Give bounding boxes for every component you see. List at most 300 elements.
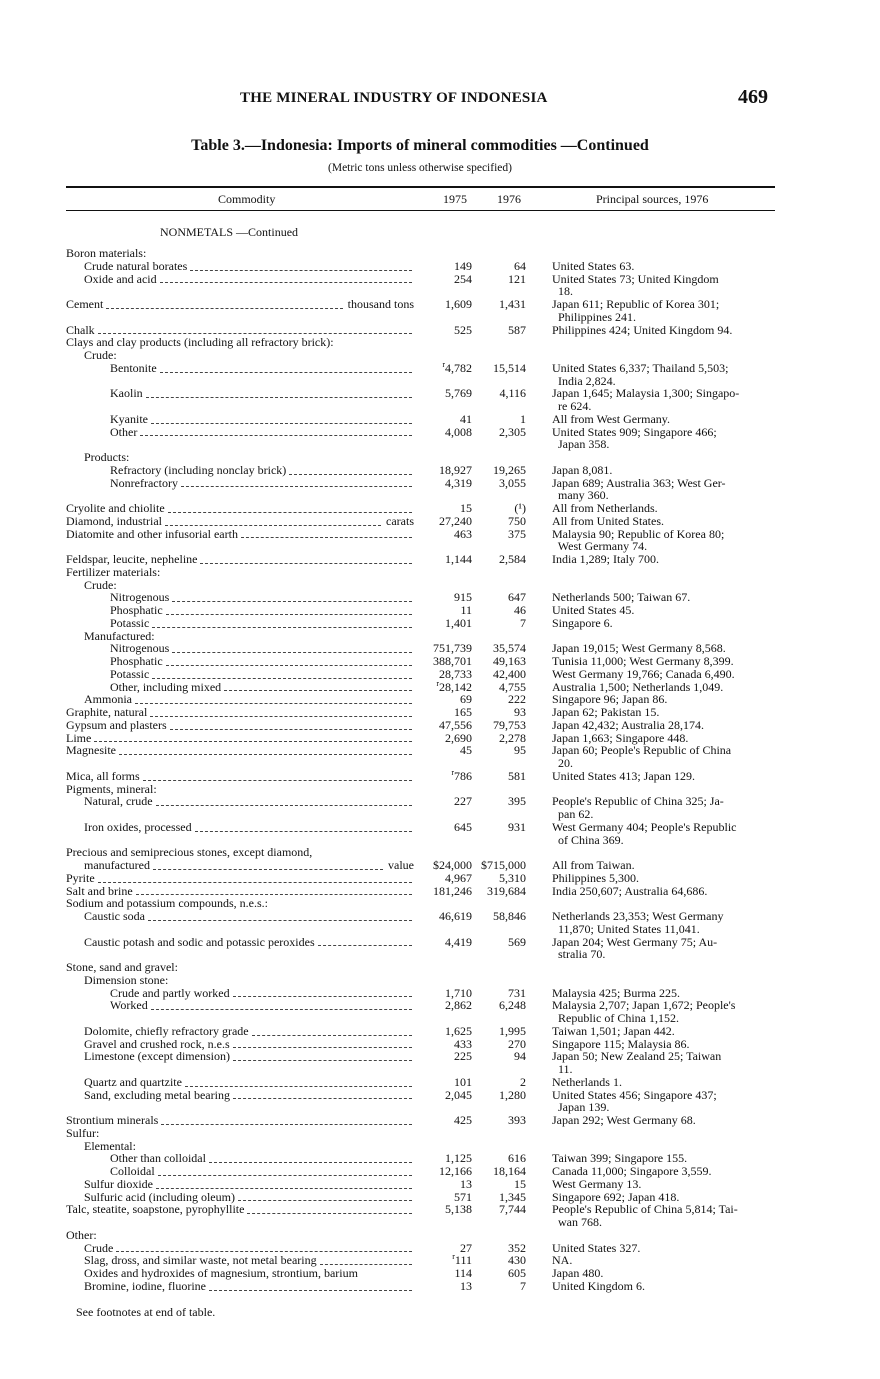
principal-sources: Japan 1,663; Singapore 448. — [552, 730, 689, 745]
table-row — [0, 974, 880, 987]
dot-leader — [161, 1116, 412, 1125]
value-1975-text: 1,710 — [445, 985, 472, 1000]
column-header-sources: Principal sources, 1976 — [596, 192, 709, 206]
principal-sources: 20. — [552, 756, 573, 770]
value-1975 — [406, 1114, 472, 1127]
unit-label: thousand tons — [347, 297, 414, 311]
principal-sources: Netherlands 1. — [552, 1074, 622, 1089]
value-1976: 375 — [508, 526, 526, 541]
principal-sources: West Germany 13. — [552, 1176, 642, 1191]
value-1975-text: 5,769 — [445, 386, 472, 401]
table-row — [0, 1076, 880, 1089]
principal-sources: Singapore 96; Japan 86. — [552, 692, 668, 707]
commodity-label — [84, 1267, 358, 1280]
table-row — [0, 1127, 880, 1140]
value-1975 — [406, 1280, 472, 1293]
commodity-text: Nitrogenous — [110, 590, 170, 605]
principal-sources: Singapore 115; Malaysia 86. — [552, 1036, 690, 1051]
value-1975 — [406, 387, 472, 400]
dot-leader — [185, 1078, 412, 1087]
principal-sources: India 250,607; Australia 64,686. — [552, 883, 708, 898]
value-1975 — [406, 477, 472, 490]
value-1975-text: 28,142 — [439, 679, 472, 694]
commodity-text: Manufactured: — [84, 628, 155, 643]
commodity-text: Strontium minerals — [66, 1113, 159, 1127]
commodity-label — [66, 770, 414, 783]
commodity-label — [110, 426, 414, 439]
value-1975-text: 388,701 — [433, 654, 472, 668]
value-1976: 121 — [508, 271, 526, 286]
dot-leader — [136, 886, 412, 895]
principal-sources: United Kingdom 6. — [552, 1278, 645, 1293]
dot-leader — [152, 619, 412, 628]
value-1976: 15 — [514, 1176, 526, 1191]
value-1975-text: 69 — [460, 692, 472, 707]
principal-sources: India 2,824. — [552, 373, 616, 388]
commodity-text: Mica, all forms — [66, 768, 140, 783]
table-row — [0, 757, 880, 770]
principal-sources: Japan 480. — [552, 1266, 604, 1280]
table-row — [0, 795, 880, 808]
commodity-text: Crude: — [84, 577, 117, 592]
principal-sources: Japan 8,081. — [552, 462, 613, 477]
commodity-label — [66, 528, 414, 541]
principal-sources: Japan 19,015; West Germany 8,568. — [552, 641, 726, 656]
commodity-text: Crude natural borates — [84, 258, 188, 273]
table-row — [0, 1025, 880, 1038]
commodity-label — [84, 1076, 414, 1089]
value-1975 — [406, 795, 472, 808]
value-1975-text: 1,144 — [445, 552, 472, 566]
dot-leader — [98, 874, 412, 883]
commodity-label — [84, 936, 414, 949]
principal-sources: Republic of China 1,152. — [552, 1011, 679, 1025]
principal-sources: West Germany 74. — [552, 539, 648, 554]
value-1975-text: 433 — [454, 1036, 472, 1051]
principal-sources: Japan 62; Pakistan 15. — [552, 705, 660, 719]
commodity-text: Stone, sand and gravel: — [66, 960, 178, 974]
value-1975-text: 27,240 — [439, 513, 472, 528]
unit-label: carats — [386, 513, 414, 528]
principal-sources: Malaysia 2,707; Japan 1,672; People's — [552, 998, 736, 1013]
principal-sources: United States 909; Singapore 466; — [552, 424, 717, 439]
table-row — [0, 260, 880, 273]
value-1976: 93 — [514, 705, 526, 719]
value-1976: 2,305 — [499, 424, 526, 439]
commodity-text: Diatomite and other infusorial earth — [66, 526, 238, 541]
principal-sources: All from United States. — [552, 513, 664, 528]
commodity-label — [110, 681, 414, 694]
principal-sources: Philippines 5,300. — [552, 870, 640, 885]
dot-leader — [119, 746, 412, 755]
value-1975-text: 11 — [460, 603, 472, 617]
principal-sources: Japan 60; People's Republic of China — [552, 743, 732, 758]
value-1975-text: 225 — [454, 1049, 472, 1064]
value-1975-text: 463 — [454, 526, 472, 541]
commodity-label — [66, 502, 414, 515]
commodity-text: Sulfur: — [66, 1125, 100, 1140]
column-header-1976: 1976 — [497, 192, 521, 206]
dot-leader — [146, 389, 412, 398]
commodity-label — [84, 1089, 414, 1102]
principal-sources: People's Republic of China 325; Ja- — [552, 794, 724, 809]
principal-sources: stralia 70. — [552, 947, 606, 962]
commodity-text: Caustic soda — [84, 909, 145, 923]
commodity-label — [66, 744, 414, 757]
column-header-commodity: Commodity — [218, 192, 276, 206]
principal-sources: Japan 1,645; Malaysia 1,300; Singapo- — [552, 386, 740, 401]
table-row — [0, 1165, 880, 1178]
value-1976: 616 — [508, 1151, 526, 1166]
value-1975-text: 425 — [454, 1113, 472, 1127]
principal-sources: Tunisia 11,000; West Germany 8,399. — [552, 654, 734, 668]
table-row — [0, 719, 880, 732]
commodity-text: Crude and partly worked — [110, 985, 230, 1000]
table-row — [0, 1050, 880, 1063]
dot-leader — [166, 606, 412, 615]
table-row — [0, 400, 880, 413]
commodity-text: Nitrogenous — [110, 641, 170, 656]
value-1975-text: 181,246 — [433, 883, 472, 898]
page-number: 469 — [738, 86, 768, 108]
dot-leader — [152, 670, 412, 679]
commodity-text: Oxide and acid — [84, 271, 157, 286]
dot-leader — [150, 708, 412, 717]
value-1976: 6,248 — [499, 998, 526, 1013]
principal-sources: United States 73; United Kingdom — [552, 271, 719, 286]
commodity-label — [84, 1178, 414, 1191]
table-row — [0, 528, 880, 541]
commodity-label — [84, 260, 414, 273]
value-1976: 42,400 — [493, 666, 526, 681]
value-1975-text: 4,319 — [445, 475, 472, 490]
dot-leader — [172, 593, 412, 602]
table-row — [0, 1203, 880, 1216]
commodity-text: Potassic — [110, 666, 150, 681]
value-1975 — [406, 936, 472, 949]
value-1976: 95 — [514, 743, 526, 758]
dot-leader — [160, 364, 412, 373]
commodity-label — [84, 910, 414, 923]
commodity-label — [110, 999, 414, 1012]
value-1976: 731 — [508, 985, 526, 1000]
table-row — [0, 336, 880, 349]
commodity-label — [110, 1165, 414, 1178]
commodity-label — [66, 515, 414, 528]
table-row — [0, 617, 880, 630]
table-row — [0, 298, 880, 311]
table-row — [0, 1114, 880, 1127]
section-heading: NONMETALS —Continued — [160, 225, 299, 239]
value-1975-text: 15 — [460, 501, 472, 515]
principal-sources: Japan 50; New Zealand 25; Taiwan — [552, 1049, 722, 1064]
commodity-text: Nonrefractory — [110, 475, 178, 490]
value-1976: 569 — [508, 934, 526, 949]
table-row — [0, 1280, 880, 1293]
table-row — [0, 767, 880, 783]
dot-leader — [233, 988, 412, 997]
commodity-label — [84, 821, 414, 834]
table-row — [0, 999, 880, 1012]
value-1975 — [406, 885, 472, 898]
principal-sources: Philippines 424; United Kingdom 94. — [552, 322, 733, 337]
commodity-text: Gravel and crushed rock, n.e.s — [84, 1036, 230, 1051]
table-row — [0, 936, 880, 949]
value-1976: 1,280 — [499, 1087, 526, 1102]
value-1975-text: 1,625 — [445, 1023, 472, 1038]
value-1976: 58,846 — [493, 909, 526, 923]
principal-sources: many 360. — [552, 488, 609, 503]
value-1976: 1 — [520, 411, 526, 426]
commodity-text: Colloidal — [110, 1164, 155, 1178]
value-1975-text: 751,739 — [433, 641, 472, 656]
table-row — [0, 285, 880, 298]
principal-sources: People's Republic of China 5,814; Tai- — [552, 1202, 738, 1217]
principal-sources: Netherlands 500; Taiwan 67. — [552, 590, 691, 605]
principal-sources: 11. — [552, 1062, 573, 1076]
commodity-text: Sulfur dioxide — [84, 1176, 153, 1191]
principal-sources: Japan 358. — [552, 437, 610, 452]
value-1975-text: 114 — [454, 1266, 472, 1280]
dot-leader — [172, 644, 412, 653]
dot-leader — [165, 517, 381, 526]
principal-sources: of China 369. — [552, 832, 624, 847]
value-1975-text: 1,609 — [445, 297, 472, 311]
commodity-text: Dolomite, chiefly refractory grade — [84, 1023, 249, 1038]
principal-sources: wan 768. — [552, 1215, 602, 1229]
dot-leader — [233, 1090, 412, 1099]
value-1976: 1,995 — [499, 1023, 526, 1038]
commodity-text: Dimension stone: — [84, 972, 169, 987]
value-1976: 605 — [508, 1266, 526, 1280]
commodity-text: Other, including mixed — [110, 679, 222, 694]
commodity-text: Quartz and quartzite — [84, 1074, 182, 1089]
principal-sources: Japan 292; West Germany 68. — [552, 1113, 696, 1127]
value-1976: 64 — [514, 258, 526, 273]
commodity-text: Pyrite — [66, 870, 95, 885]
value-1975-text: 41 — [460, 411, 472, 426]
table-row — [0, 732, 880, 745]
value-1976: 581 — [508, 768, 526, 783]
commodity-label — [66, 872, 414, 885]
commodity-text: Other: — [66, 1227, 97, 1242]
value-1975-text: 2,690 — [445, 730, 472, 745]
dot-leader — [209, 1154, 412, 1163]
dot-leader — [224, 682, 412, 691]
value-1976: 352 — [508, 1240, 526, 1255]
table-row — [0, 515, 880, 528]
value-1975-text: 101 — [454, 1074, 472, 1089]
dot-leader — [151, 415, 412, 424]
commodity-label — [110, 413, 414, 426]
dot-leader — [156, 797, 412, 806]
commodity-text: manufactured — [84, 858, 150, 872]
table-subtitle: (Metric tons unless otherwise specified) — [328, 162, 512, 174]
principal-sources: Netherlands 23,353; West Germany — [552, 909, 724, 923]
principal-sources: West Germany 404; People's Republic — [552, 819, 737, 834]
commodity-label — [110, 655, 414, 668]
value-1975-text: 46,619 — [439, 909, 472, 923]
value-1975-text: 915 — [454, 590, 472, 605]
commodity-text: Caustic potash and sodic and potassic peroxides — [84, 934, 315, 949]
value-1976: 2,584 — [499, 552, 526, 566]
table-body — [0, 243, 880, 1293]
principal-sources: West Germany 19,766; Canada 6,490. — [552, 666, 735, 681]
table-row — [0, 359, 880, 375]
value-1976: 931 — [508, 819, 526, 834]
dot-leader — [170, 721, 412, 730]
value-1975-text: 111 — [454, 1253, 472, 1268]
dot-leader — [168, 504, 412, 513]
principal-sources: Japan 204; West Germany 75; Au- — [552, 934, 718, 949]
principal-sources: re 624. — [552, 399, 592, 413]
commodity-label — [66, 961, 178, 974]
value-1975-text: 47,556 — [439, 717, 472, 732]
value-1975 — [406, 1089, 472, 1102]
value-1975-text: 18,927 — [439, 462, 472, 477]
dot-leader — [241, 529, 412, 538]
commodity-text: Talc, steatite, soapstone, pyrophyllite — [66, 1202, 245, 1217]
principal-sources: 11,870; United States 11,041. — [552, 921, 700, 936]
principal-sources: pan 62. — [552, 807, 594, 821]
principal-sources: All from West Germany. — [552, 411, 671, 426]
table-row — [0, 413, 880, 426]
commodity-text: Limestone (except dimension) — [84, 1049, 230, 1064]
value-1976: 750 — [508, 513, 526, 528]
dot-leader — [153, 861, 383, 870]
value-1975 — [406, 1203, 472, 1216]
revised-marker: r — [452, 1252, 455, 1262]
commodity-label — [66, 706, 414, 719]
principal-sources: Taiwan 399; Singapore 155. — [552, 1151, 688, 1166]
running-title: THE MINERAL INDUSTRY OF INDONESIA — [240, 90, 548, 106]
table-row — [0, 604, 880, 617]
value-1975-text: 4,782 — [445, 360, 472, 375]
table-row — [0, 1063, 880, 1076]
value-1976: 222 — [508, 692, 526, 707]
value-1975-text: 227 — [454, 794, 472, 809]
principal-sources: All from Netherlands. — [552, 501, 658, 515]
commodity-text: Cement — [66, 297, 104, 311]
value-1975 — [406, 426, 472, 439]
commodity-text: Crude — [84, 1240, 114, 1255]
principal-sources: Japan 139. — [552, 1100, 610, 1115]
table-row — [0, 859, 880, 872]
commodity-text: Sulfuric acid (including oleum) — [84, 1189, 235, 1204]
table-row — [0, 923, 880, 936]
principal-sources: Japan 42,432; Australia 28,174. — [552, 717, 704, 732]
table-row — [0, 349, 880, 362]
commodity-label — [66, 719, 414, 732]
dot-leader — [158, 1167, 412, 1176]
principal-sources: United States 456; Singapore 437; — [552, 1087, 717, 1102]
table-row — [0, 821, 880, 834]
value-1975-text: 254 — [454, 271, 472, 286]
dot-leader — [156, 1180, 412, 1189]
principal-sources: United States 413; Japan 129. — [552, 768, 695, 783]
table-row — [0, 910, 880, 923]
table-row — [0, 678, 880, 694]
value-1975-text: 786 — [454, 768, 472, 783]
dot-leader — [200, 555, 412, 564]
value-1975 — [406, 767, 472, 783]
table-row — [0, 744, 880, 757]
commodity-text: Products: — [84, 450, 130, 464]
unit-label: value — [388, 858, 414, 872]
dot-leader — [247, 1205, 412, 1214]
commodity-text: Potassic — [110, 615, 150, 630]
value-1975 — [406, 553, 472, 566]
commodity-label — [66, 566, 160, 579]
table-row — [0, 247, 880, 260]
commodity-label — [66, 1114, 414, 1127]
value-1976: 7 — [520, 1278, 526, 1293]
value-1975-text: 5,138 — [445, 1202, 472, 1217]
commodity-text: Natural, crude — [84, 794, 153, 809]
commodity-text: Bentonite — [110, 360, 157, 375]
value-1976: 587 — [508, 322, 526, 337]
principal-sources: United States 45. — [552, 603, 635, 617]
value-1976: 2 — [520, 1074, 526, 1089]
commodity-label — [110, 362, 414, 375]
dot-leader — [116, 1243, 412, 1252]
commodity-text: Other than colloidal — [110, 1151, 206, 1166]
value-1975 — [406, 744, 472, 757]
commodity-text: Phosphatic — [110, 654, 163, 668]
principal-sources: 18. — [552, 284, 573, 299]
commodity-label — [110, 464, 414, 477]
table-title: Table 3.—Indonesia: Imports of mineral commodities —Continued — [191, 137, 649, 154]
value-1975-text: 13 — [460, 1176, 472, 1191]
value-1975 — [406, 528, 472, 541]
principal-sources: United States 327. — [552, 1240, 641, 1255]
value-1975-text: $24,000 — [433, 858, 472, 872]
commodity-text: Refractory (including nonclay brick) — [110, 462, 287, 477]
principal-sources: Malaysia 425; Burma 225. — [552, 985, 680, 1000]
principal-sources: Malaysia 90; Republic of Korea 80; — [552, 526, 725, 541]
value-1975-text: 28,733 — [439, 666, 472, 681]
commodity-text: Ammonia — [84, 692, 132, 707]
value-1976: 1,345 — [499, 1189, 526, 1204]
dot-leader — [151, 1001, 412, 1010]
commodity-label — [66, 553, 414, 566]
value-1976: 4,755 — [499, 679, 526, 694]
revised-marker: r — [451, 767, 454, 777]
value-1976: 7,744 — [499, 1202, 526, 1217]
principal-sources: All from Taiwan. — [552, 858, 635, 872]
commodity-label — [84, 451, 129, 464]
dot-leader — [160, 274, 412, 283]
commodity-text: Graphite, natural — [66, 705, 148, 719]
value-1975-text: 4,967 — [445, 870, 472, 885]
value-1976: 35,574 — [493, 641, 526, 656]
value-1976: 79,753 — [493, 717, 526, 732]
value-1975-text: 4,419 — [445, 934, 472, 949]
table-row — [0, 1267, 880, 1280]
value-1976: 395 — [508, 794, 526, 809]
value-1976: 15,514 — [493, 360, 526, 375]
principal-sources: Canada 11,000; Singapore 3,559. — [552, 1164, 712, 1178]
commodity-label — [66, 298, 414, 311]
principal-sources: Australia 1,500; Netherlands 1,049. — [552, 679, 724, 694]
principal-sources: Taiwan 1,501; Japan 442. — [552, 1023, 675, 1038]
commodity-text: Fertilizer materials: — [66, 564, 161, 579]
commodity-text: Other — [110, 424, 138, 439]
commodity-text: Pigments, mineral: — [66, 781, 157, 796]
value-1975-text: 571 — [454, 1189, 472, 1204]
commodity-label — [66, 1127, 99, 1140]
value-1975-text: 12,166 — [439, 1164, 472, 1178]
